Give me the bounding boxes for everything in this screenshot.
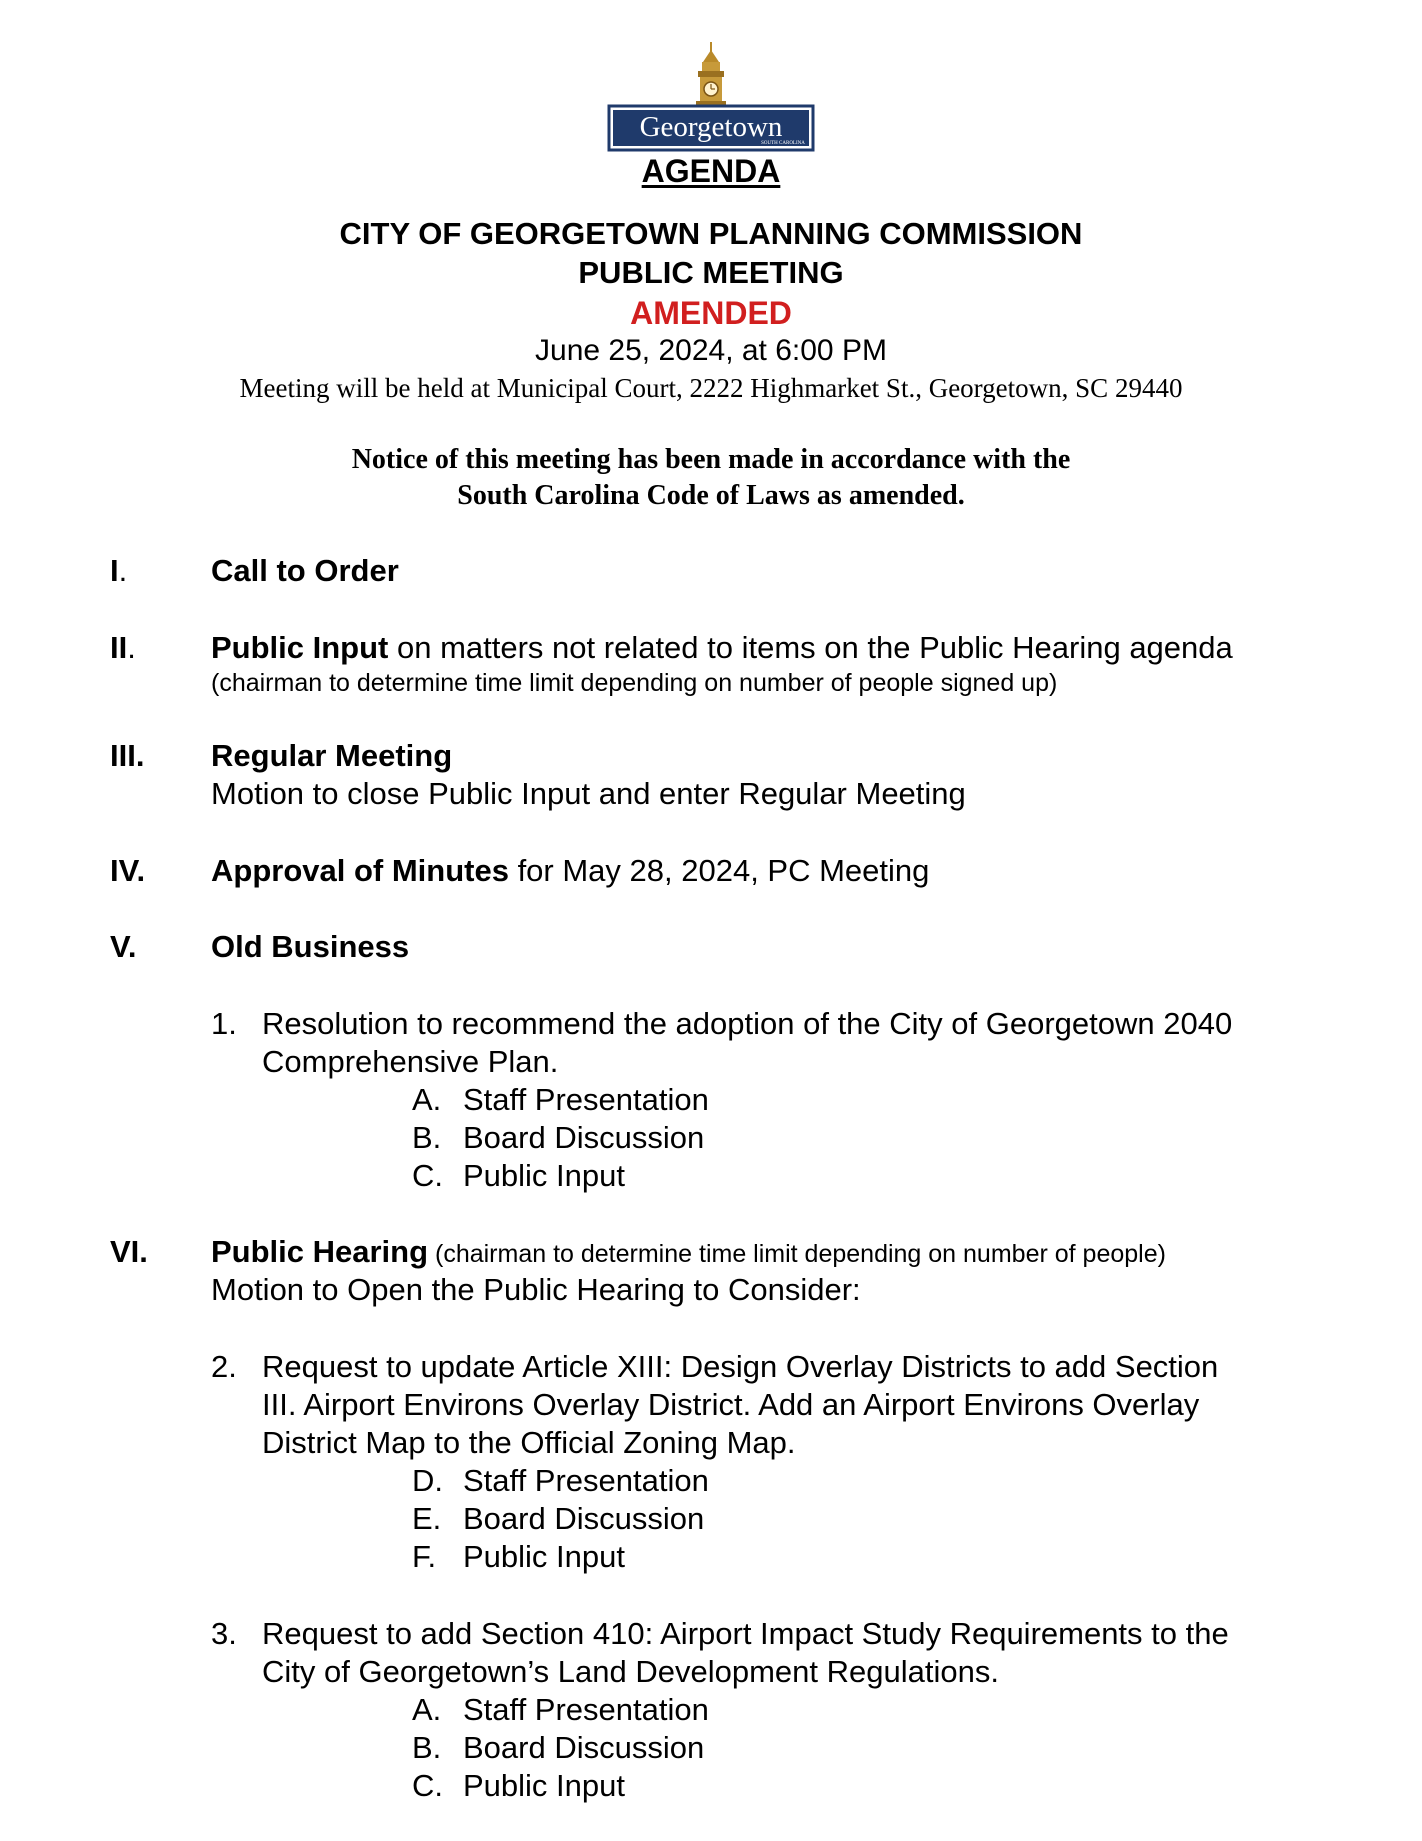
section-numeral-5: V. bbox=[110, 929, 137, 964]
item-3-sub-letter: A. bbox=[412, 1692, 442, 1727]
clock-tower-logo-icon bbox=[607, 40, 815, 152]
item-2-sub-public-input: Public Input bbox=[463, 1539, 625, 1574]
item-3-sub-letter: B. bbox=[412, 1730, 442, 1765]
section-numeral-4: IV. bbox=[110, 853, 146, 888]
section-numeral-2: II. bbox=[110, 630, 136, 665]
amended-status: AMENDED bbox=[630, 295, 792, 331]
item-1-sub-letter: B. bbox=[412, 1120, 442, 1155]
item-1-sub-letter: C. bbox=[412, 1158, 443, 1193]
item-1-line-1: Resolution to recommend the adoption of the City of Georgetown 2040 bbox=[262, 1006, 1233, 1041]
section-title: Public Hearing bbox=[211, 1234, 429, 1269]
regular-meeting-motion: Motion to close Public Input and enter Regular Meeting bbox=[211, 776, 966, 811]
section-public-input bbox=[211, 630, 1233, 666]
item-number-3: 3. bbox=[211, 1616, 237, 1651]
item-2-sub-letter: F. bbox=[412, 1539, 437, 1574]
section-description: for May 28, 2024, PC Meeting bbox=[508, 853, 930, 888]
meeting-location: Meeting will be held at Municipal Court, 2222 Highmarket St., Georgetown, SC 29440 bbox=[239, 373, 1183, 403]
item-number-1: 1. bbox=[211, 1006, 237, 1041]
section-description: on matters not related to items on the Public Hearing agenda bbox=[388, 630, 1233, 665]
section-approval-of-minutes bbox=[211, 853, 929, 889]
section-title: Public Input bbox=[211, 630, 389, 665]
item-1-line-2: Comprehensive Plan. bbox=[262, 1044, 559, 1079]
organization-name: CITY OF GEORGETOWN PLANNING COMMISSION bbox=[339, 216, 1083, 251]
item-3-sub-public-input: Public Input bbox=[463, 1768, 625, 1803]
logo-wordmark: Georgetown bbox=[639, 111, 783, 143]
section-regular-meeting bbox=[211, 738, 452, 774]
section-title: Call to Order bbox=[211, 553, 399, 588]
item-3-line-1: Request to add Section 410: Airport Impact Study Requirements to the bbox=[262, 1616, 1229, 1651]
notice-line-1: Notice of this meeting has been made in accordance with the bbox=[351, 444, 1071, 475]
item-3-line-2: City of Georgetown’s Land Development Regulations. bbox=[262, 1654, 999, 1689]
section-call-to-order bbox=[211, 553, 399, 589]
item-2-line-2: III. Airport Environs Overlay District. Add an Airport Environs Overlay bbox=[262, 1387, 1200, 1422]
section-public-hearing bbox=[211, 1234, 1166, 1270]
meeting-type: PUBLIC MEETING bbox=[578, 255, 844, 290]
item-number-2: 2. bbox=[211, 1349, 237, 1384]
item-2-line-3: District Map to the Official Zoning Map. bbox=[262, 1425, 796, 1460]
section-numeral-3: III. bbox=[110, 738, 145, 773]
agenda-title: AGENDA bbox=[641, 153, 781, 189]
item-1-sub-board-discussion: Board Discussion bbox=[463, 1120, 705, 1155]
item-2-sub-letter: E. bbox=[412, 1501, 442, 1536]
item-3-sub-letter: C. bbox=[412, 1768, 443, 1803]
section-title: Regular Meeting bbox=[211, 738, 453, 773]
item-1-sub-staff-presentation: Staff Presentation bbox=[463, 1082, 709, 1117]
item-1-sub-public-input: Public Input bbox=[463, 1158, 625, 1193]
legal-notice bbox=[0, 442, 1422, 514]
public-hearing-note: (chairman to determine time limit depending on number of people) bbox=[428, 1240, 1166, 1268]
public-input-note: (chairman to determine time limit depending on number of people signed up) bbox=[211, 669, 1058, 697]
section-numeral-1: I. bbox=[110, 553, 128, 588]
section-title: Old Business bbox=[211, 929, 410, 964]
logo-subtext: SOUTH CAROLINA bbox=[761, 141, 805, 146]
section-title: Approval of Minutes bbox=[211, 853, 509, 888]
item-2-line-1: Request to update Article XIII: Design Overlay Districts to add Section bbox=[262, 1349, 1219, 1384]
public-hearing-motion: Motion to Open the Public Hearing to Consider: bbox=[211, 1272, 861, 1307]
section-numeral-6: VI. bbox=[110, 1234, 148, 1269]
item-3-sub-board-discussion: Board Discussion bbox=[463, 1730, 705, 1765]
georgetown-logo bbox=[607, 40, 815, 152]
section-old-business bbox=[211, 929, 409, 965]
notice-line-2: South Carolina Code of Laws as amended. bbox=[457, 480, 965, 511]
item-3-sub-staff-presentation: Staff Presentation bbox=[463, 1692, 709, 1727]
meeting-date-time: June 25, 2024, at 6:00 PM bbox=[535, 334, 887, 367]
item-2-sub-staff-presentation: Staff Presentation bbox=[463, 1463, 709, 1498]
item-1-sub-letter: A. bbox=[412, 1082, 442, 1117]
item-2-sub-letter: D. bbox=[412, 1463, 443, 1498]
item-2-sub-board-discussion: Board Discussion bbox=[463, 1501, 705, 1536]
